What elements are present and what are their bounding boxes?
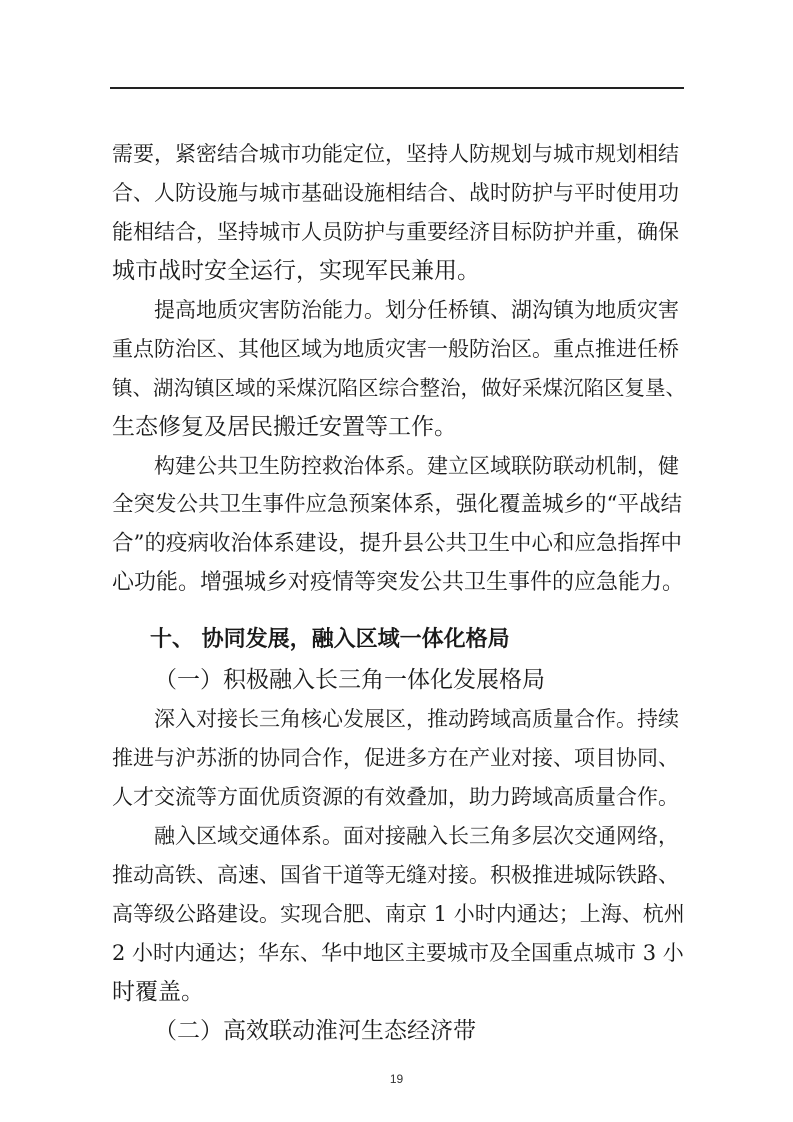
text-line: 构建公共卫生防控救治体系。建立区域联防联动机制，健 [154,454,679,478]
text-line: 提高地质灾害防治能力。划分任桥镇、湖沟镇为地质灾害 [154,298,679,322]
text-line: 全突发公共卫生事件应急预案体系，强化覆盖城乡的“平战结 [112,492,682,517]
subsection-heading: （一）积极融入长三角一体化发展格局 [154,667,545,693]
text-line: 2 小时内通达；华东、华中地区主要城市及全国重点城市 3 小 [112,941,684,965]
text-line: 心功能。增强城乡对疫情等突发公共卫生事件的应急能力。 [112,570,685,595]
text-line: 需要，紧密结合城市功能定位，坚持人防规划与城市规划相结 [112,142,679,166]
subsection-heading: （二）高效联动淮河生态经济带 [154,1018,476,1044]
text-line: 重点防治区、其他区域为地质灾害一般防治区。重点推进任桥 [112,337,679,361]
page-number: 19 [389,1072,404,1086]
text-line: 人才交流等方面优质资源的有效叠加，助力跨域高质量合作。 [112,785,679,809]
text-line: 能相结合，坚持城市人员防护与重要经济目标防护并重，确保 [112,220,679,244]
text-line: 合”的疫病收治体系建设，提升县公共卫生中心和应急指挥中 [112,531,682,556]
text-line: 镇、湖沟镇区域的采煤沉陷区综合整治，做好采煤沉陷区复垦、 [112,376,686,400]
text-line: 融入区域交通体系。面对接融入长三角多层次交通网络， [154,824,679,848]
text-line: 推动高铁、高速、国省干道等无缝对接。积极推进城际铁路、 [112,863,679,887]
section-heading: 十、 协同发展，融入区域一体化格局 [150,627,510,652]
header-rule [110,87,684,89]
text-line: 生态修复及居民搬迁安置等工作。 [112,414,457,440]
text-line: 时覆盖。 [112,979,204,1005]
text-line: 深入对接长三角核心发展区，推动跨域高质量合作。持续 [154,707,679,731]
text-line: 城市战时安全运行，实现军民兼用。 [112,258,480,284]
text-line: 推进与沪苏浙的协同合作，促进多方在产业对接、项目协同、 [112,746,679,770]
text-line: 高等级公路建设。实现合肥、南京 1 小时内通达；上海、杭州 [112,902,685,926]
text-line: 合、人防设施与城市基础设施相结合、战时防护与平时使用功 [112,181,679,205]
